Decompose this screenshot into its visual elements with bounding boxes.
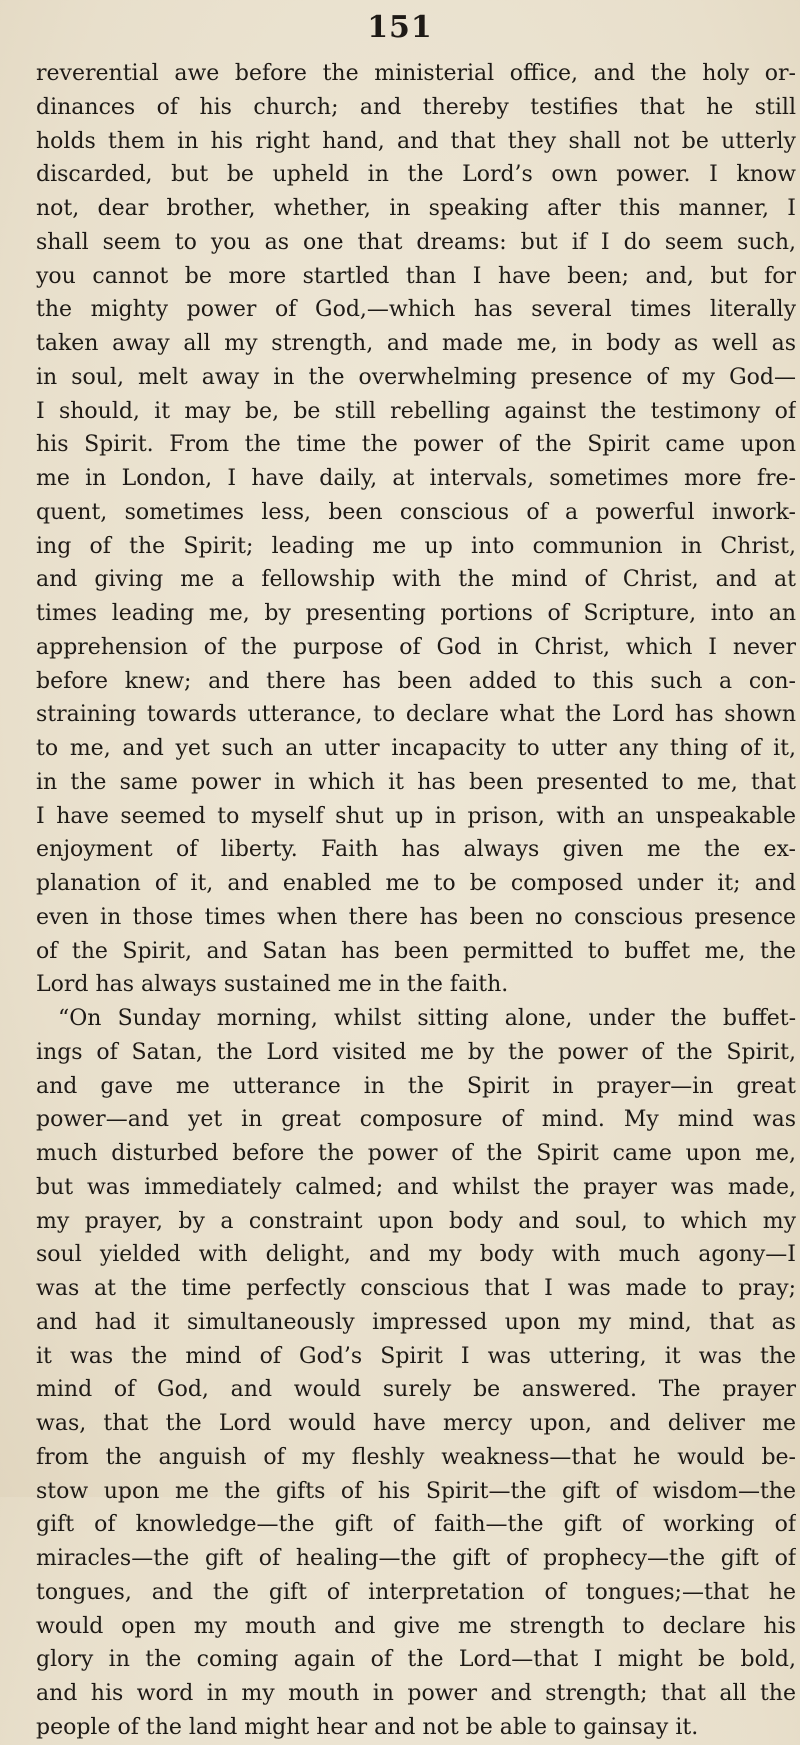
text-line: times leading me, by presenting portions of Scripture, into an <box>36 601 796 626</box>
text-line: me in London, I have daily, at intervals, sometimes more fre- <box>36 466 796 491</box>
text-line: was at the time perfectly conscious that I was made to pray; <box>36 1276 796 1301</box>
text-line: miracles—the gift of healing—the gift of prophecy—the gift of <box>36 1546 796 1571</box>
text-line: soul yielded with delight, and my body with much agony—I <box>36 1242 796 1268</box>
text-line: holds them in his right hand, and that they shall not be utterly <box>36 128 796 154</box>
text-line: “On Sunday morning, whilst sitting alone, under the buffet- <box>58 1006 796 1031</box>
text-line: in the same power in which it has been presented to me, that <box>36 769 796 795</box>
text-line: straining towards utterance, to declare what the Lord has shown <box>36 702 796 728</box>
text-line: my prayer, by a constraint upon body and soul, to which my <box>36 1208 796 1234</box>
text-line: the mighty power of God,—which has several times literally <box>36 297 796 323</box>
text-line: discarded, but be upheld in the Lord’s own power. I know <box>36 162 796 188</box>
text-line: mind of God, and would surely be answered. The prayer <box>36 1377 796 1403</box>
text-line: but was immediately calmed; and whilst the prayer was made, <box>36 1174 796 1200</box>
text-line: was, that the Lord would have mercy upon, and deliver me <box>36 1411 796 1436</box>
text-line: taken away all my strength, and made me, in body as well as <box>36 331 796 356</box>
text-line: of the Spirit, and Satan has been permitted to buffet me, the <box>36 938 796 964</box>
text-line: to me, and yet such an utter incapacity to utter any thing of it, <box>36 736 796 761</box>
text-line: glory in the coming again of the Lord—that I might be bold, <box>36 1647 796 1673</box>
text-line: power—and yet in great composure of mind. My mind was <box>36 1107 796 1133</box>
text-line: you cannot be more startled than I have been; and, but for <box>36 263 796 289</box>
text-line: before knew; and there has been added to this such a con- <box>36 668 796 694</box>
text-line: his Spirit. From the time the power of the Spirit came upon <box>36 432 796 458</box>
text-line: and gave me utterance in the Spirit in prayer—in great <box>36 1073 796 1099</box>
text-line: planation of it, and enabled me to be composed under it; and <box>36 871 796 896</box>
text-line: shall seem to you as one that dreams: but if I do seem such, <box>36 229 796 255</box>
text-line: ing of the Spirit; leading me up into communion in Christ, <box>36 533 796 559</box>
text-line: gift of knowledge—the gift of faith—the gift of working of <box>36 1512 796 1538</box>
text-line: tongues, and the gift of interpretation of tongues;—that he <box>36 1579 796 1605</box>
text-line: and had it simultaneously impressed upon my mind, that as <box>36 1309 796 1335</box>
text-line: would open my mouth and give me strength to declare his <box>36 1613 796 1639</box>
text-line: it was the mind of God’s Spirit I was uttering, it was the <box>36 1343 796 1369</box>
text-line: in soul, melt away in the overwhelming presence of my God— <box>36 364 796 390</box>
text-line: quent, sometimes less, been conscious of a powerful inwork- <box>36 499 796 525</box>
text-line: even in those times when there has been no conscious presence <box>36 904 796 930</box>
body-text <box>36 57 796 1745</box>
text-line: enjoyment of liberty. Faith has always given me the ex- <box>36 837 796 863</box>
text-line: I have seemed to myself shut up in prison, with an unspeakable <box>36 803 796 829</box>
text-line: from the anguish of my fleshly weakness—that he would be- <box>36 1444 796 1470</box>
page-number: 151 <box>367 10 433 45</box>
text-line: ings of Satan, the Lord visited me by the power of the Spirit, <box>36 1039 796 1065</box>
text-line: much disturbed before the power of the Spirit came upon me, <box>36 1141 796 1166</box>
text-line: stow upon me the gifts of his Spirit—the gift of wisdom—the <box>36 1478 796 1504</box>
text-line: reverential awe before the ministerial office, and the holy or- <box>36 61 796 86</box>
text-line: I should, it may be, be still rebelling against the testimony of <box>36 398 796 424</box>
text-line: people of the land might hear and not be able to gainsay it. <box>36 1714 699 1740</box>
text-line: apprehension of the purpose of God in Christ, which I never <box>36 634 796 660</box>
text-line: and giving me a fellowship with the mind of Christ, and at <box>36 567 796 593</box>
text-line: dinances of his church; and thereby testifies that he still <box>36 94 796 120</box>
text-line: and his word in my mouth in power and strength; that all the <box>36 1681 796 1706</box>
text-line: Lord has always sustained me in the faith. <box>36 972 509 998</box>
text-line: not, dear brother, whether, in speaking after this manner, I <box>36 196 796 221</box>
